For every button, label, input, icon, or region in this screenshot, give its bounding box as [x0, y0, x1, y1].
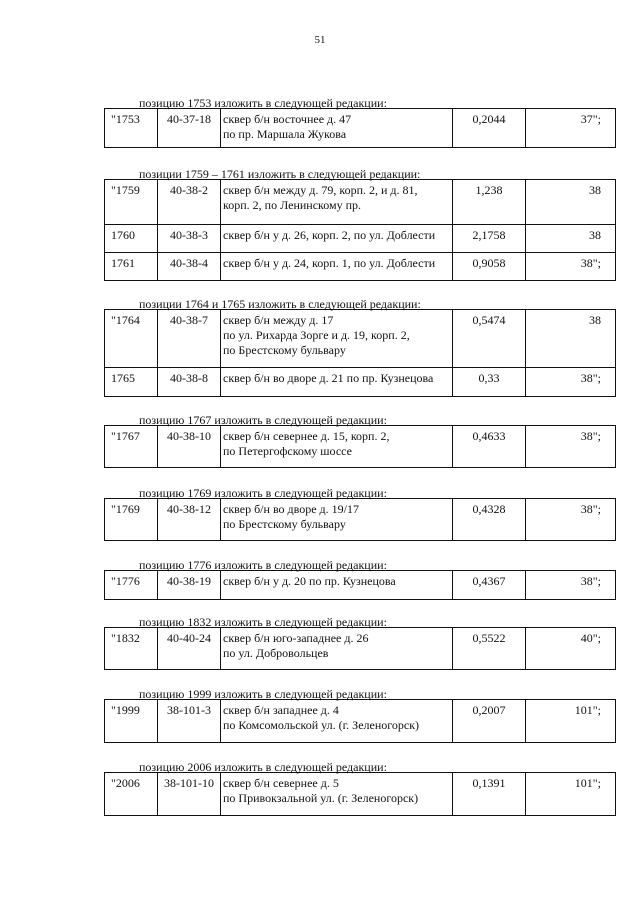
- positions-table: [104, 570, 616, 600]
- address-line: по Петергофскому шоссе: [223, 444, 352, 458]
- position-number: "1776: [105, 571, 158, 600]
- section-intro: позиции 1759 – 1761 изложить в следующей редакции:: [139, 167, 421, 181]
- area-value: 0,5522: [453, 628, 526, 670]
- area-value: 1,238: [453, 180, 526, 225]
- section-intro: позицию 1999 изложить в следующей редакции:: [139, 687, 387, 701]
- category-value: 101";: [526, 700, 616, 743]
- object-address: [221, 426, 453, 468]
- position-number: "1767: [105, 426, 158, 468]
- address-line: по пр. Маршала Жукова: [223, 127, 347, 141]
- object-address: [221, 368, 453, 397]
- object-address: [221, 225, 453, 253]
- area-value: 0,2007: [453, 700, 526, 743]
- table-row: [105, 773, 616, 816]
- object-code: 40-38-7: [158, 310, 221, 368]
- section-intro: позицию 1832 изложить в следующей редакции:: [139, 615, 387, 629]
- object-address: [221, 628, 453, 670]
- category-value: 40";: [526, 628, 616, 670]
- address-line: сквер б/н восточнее д. 47: [223, 112, 352, 126]
- section-intro: позицию 1753 изложить в следующей редакции:: [139, 96, 387, 110]
- area-value: 0,9058: [453, 253, 526, 281]
- page-number: 51: [314, 34, 326, 46]
- positions-table: [104, 772, 616, 816]
- object-code: 38-101-10: [158, 773, 221, 816]
- section-intro: позицию 1776 изложить в следующей редакции:: [139, 558, 387, 572]
- positions-table: [104, 627, 616, 670]
- object-code: 40-37-18: [158, 109, 221, 148]
- positions-table: [104, 699, 616, 743]
- object-code: 40-38-10: [158, 426, 221, 468]
- object-address: [221, 700, 453, 743]
- section-intro: позицию 1769 изложить в следующей редакции:: [139, 486, 387, 500]
- table-row: [105, 180, 616, 225]
- position-number: "1764: [105, 310, 158, 368]
- category-value: 38";: [526, 571, 616, 600]
- object-address: [221, 499, 453, 541]
- area-value: 0,4328: [453, 499, 526, 541]
- object-address: [221, 253, 453, 281]
- table-row: [105, 700, 616, 743]
- table-row: [105, 571, 616, 600]
- area-value: 0,5474: [453, 310, 526, 368]
- table-row: [105, 253, 616, 281]
- address-line: сквер б/н между д. 79, корп. 2, и д. 81,: [223, 183, 418, 197]
- table-row: [105, 426, 616, 468]
- object-code: 40-38-4: [158, 253, 221, 281]
- object-address: [221, 571, 453, 600]
- category-value: 38";: [526, 368, 616, 397]
- category-value: 101";: [526, 773, 616, 816]
- object-code: 40-40-24: [158, 628, 221, 670]
- table-row: [105, 310, 616, 368]
- area-value: 0,2044: [453, 109, 526, 148]
- object-address: [221, 180, 453, 225]
- object-address: [221, 310, 453, 368]
- object-code: 40-38-12: [158, 499, 221, 541]
- position-number: 1761: [105, 253, 158, 281]
- table-row: [105, 628, 616, 670]
- positions-table: [104, 108, 616, 148]
- position-number: 1760: [105, 225, 158, 253]
- table-row: [105, 225, 616, 253]
- area-value: 0,4633: [453, 426, 526, 468]
- position-number: "1759: [105, 180, 158, 225]
- position-number: "2006: [105, 773, 158, 816]
- address-line: сквер б/н у д. 24, корп. 1, по ул. Доблести: [223, 256, 436, 270]
- address-line: сквер б/н между д. 17: [223, 313, 334, 327]
- address-line: сквер б/н во дворе д. 21 по пр. Кузнецова: [223, 371, 434, 385]
- address-line: сквер б/н западнее д. 4: [223, 703, 339, 717]
- table-row: [105, 368, 616, 397]
- object-address: [221, 773, 453, 816]
- object-code: 40-38-3: [158, 225, 221, 253]
- object-code: 38-101-3: [158, 700, 221, 743]
- address-line: сквер б/н у д. 20 по пр. Кузнецова: [223, 574, 396, 588]
- table-row: [105, 499, 616, 541]
- address-line: сквер б/н юго-западнее д. 26: [223, 631, 369, 645]
- area-value: 2,1758: [453, 225, 526, 253]
- object-address: [221, 109, 453, 148]
- address-line: сквер б/н у д. 26, корп. 2, по ул. Доблести: [223, 228, 436, 242]
- object-code: 40-38-2: [158, 180, 221, 225]
- positions-table: [104, 498, 616, 541]
- position-number: "1753: [105, 109, 158, 148]
- address-line: корп. 2, по Ленинскому пр.: [223, 198, 362, 212]
- category-value: 38";: [526, 426, 616, 468]
- section-intro: позицию 2006 изложить в следующей редакции:: [139, 760, 387, 774]
- category-value: 37";: [526, 109, 616, 148]
- address-line: по Привокзальной ул. (г. Зеленогорск): [223, 791, 419, 805]
- position-number: "1769: [105, 499, 158, 541]
- address-line: по Комсомольской ул. (г. Зеленогорск): [223, 718, 420, 732]
- address-line: по Брестскому бульвару: [223, 343, 346, 357]
- position-number: "1999: [105, 700, 158, 743]
- category-value: 38: [526, 180, 616, 225]
- positions-table: [104, 425, 616, 468]
- position-number: 1765: [105, 368, 158, 397]
- address-line: сквер б/н севернее д. 15, корп. 2,: [223, 429, 390, 443]
- category-value: 38";: [526, 253, 616, 281]
- category-value: 38: [526, 225, 616, 253]
- area-value: 0,33: [453, 368, 526, 397]
- address-line: по ул. Рихарда Зорге и д. 19, корп. 2,: [223, 328, 410, 342]
- positions-table: [104, 179, 616, 281]
- object-code: 40-38-8: [158, 368, 221, 397]
- position-number: "1832: [105, 628, 158, 670]
- table-row: [105, 109, 616, 148]
- address-line: сквер б/н во дворе д. 19/17: [223, 502, 359, 516]
- section-intro: позицию 1767 изложить в следующей редакции:: [139, 413, 387, 427]
- area-value: 0,1391: [453, 773, 526, 816]
- area-value: 0,4367: [453, 571, 526, 600]
- address-line: сквер б/н севернее д. 5: [223, 776, 339, 790]
- address-line: по ул. Добровольцев: [223, 646, 329, 660]
- category-value: 38: [526, 310, 616, 368]
- section-intro: позиции 1764 и 1765 изложить в следующей редакции:: [139, 297, 421, 311]
- positions-table: [104, 309, 616, 397]
- object-code: 40-38-19: [158, 571, 221, 600]
- category-value: 38";: [526, 499, 616, 541]
- address-line: по Брестскому бульвару: [223, 517, 346, 531]
